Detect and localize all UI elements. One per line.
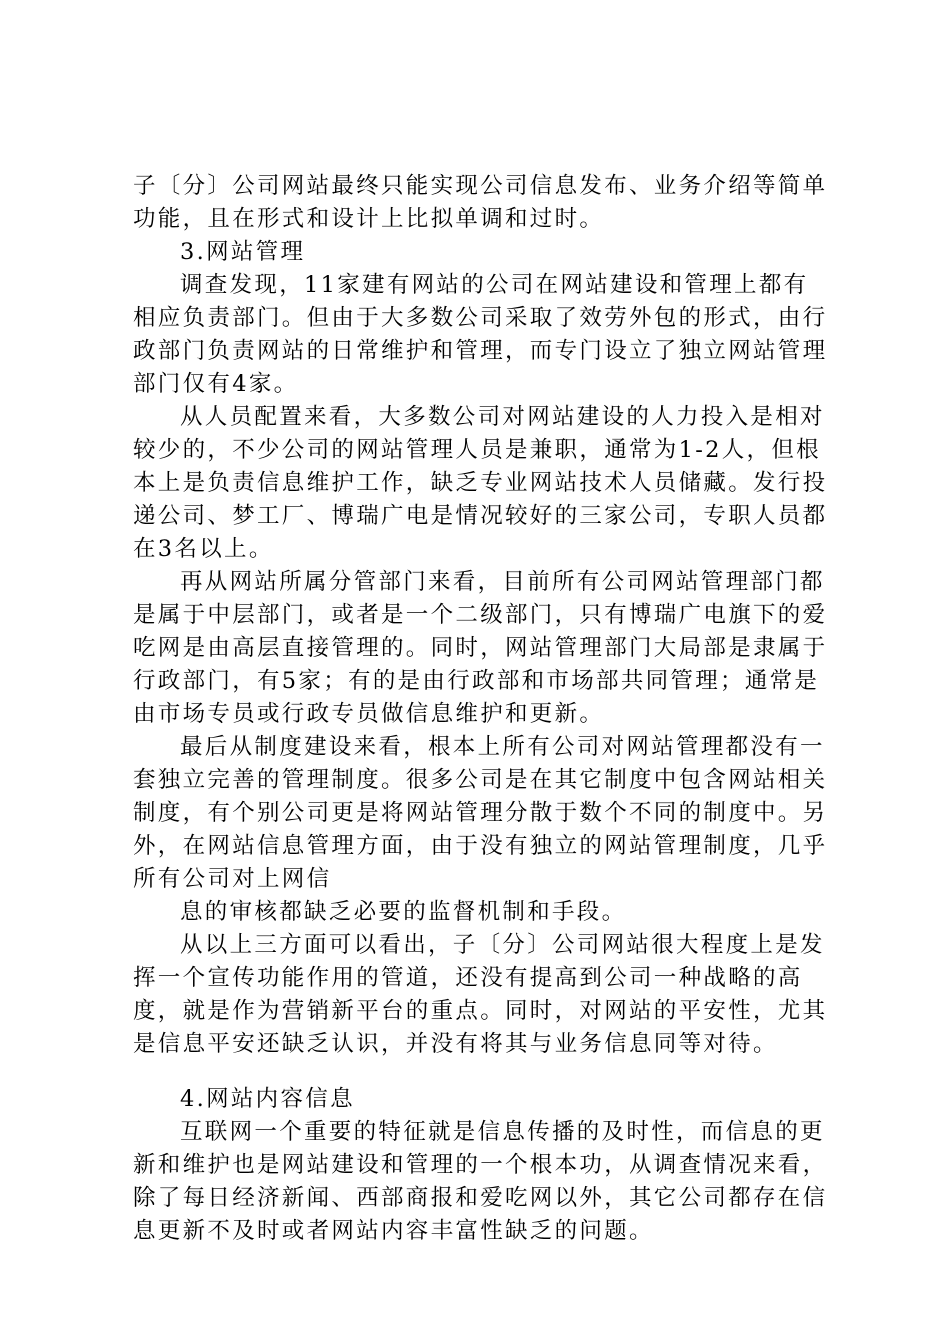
paragraph-departments: 再从网站所属分管部门来看，目前所有公司网站管理部门都是属于中层部门，或者是一个二级部门，只有博瑞广电旗下的爱吃网是由高层直接管理的。同时，网站管理部门大局部是隶属于行政部门，有5家；有的是由行政部和市场部共同管理；通常是由市场专员或行政专员做信息维护和更新。 <box>133 569 828 727</box>
heading-website-content: 4.网站内容信息 <box>180 1086 355 1112</box>
section-gap <box>133 1061 833 1083</box>
paragraph-staffing: 从人员配置来看，大多数公司对网站建设的人力投入是相对较少的，不少公司的网站管理人员是兼职，通常为1-2人，但根本上是负责信息维护工作，缺乏专业网站技术人员储藏。发行投递公司、梦工厂、博瑞广电是情况较好的三家公司，专职人员都在3名以上。 <box>133 404 828 562</box>
paragraph-survey-findings: 调查发现，11家建有网站的公司在网站建设和管理上都有相应负责部门。但由于大多数公司采取了效劳外包的形式，由行政部门负责网站的日常维护和管理，而专门设立了独立网站管理部门仅有4家。 <box>133 272 828 397</box>
document-body <box>133 170 833 1248</box>
heading-website-management: 3.网站管理 <box>180 239 306 265</box>
paragraph-intro-continuation: 子〔分〕公司网站最终只能实现公司信息发布、业务介绍等简单功能，且在形式和设计上比拟单调和过时。 <box>133 173 828 232</box>
paragraph-institution: 最后从制度建设来看，根本上所有公司对网站管理都没有一套独立完善的管理制度。很多公司是在其它制度中包含网站相关制度，有个别公司更是将网站管理分散于数个不同的制度中。另外，在网站信息管理方面，由于没有独立的网站管理制度，几乎所有公司对上网信 <box>133 734 828 892</box>
paragraph-content-timeliness: 互联网一个重要的特征就是信息传播的及时性，而信息的更新和维护也是网站建设和管理的一个根本功，从调查情况来看，除了每日经济新闻、西部商报和爱吃网以外，其它公司都存在信息更新不及时或者网站内容丰富性缺乏的问题。 <box>133 1119 828 1244</box>
paragraph-summary: 从以上三方面可以看出，子〔分〕公司网站很大程度上是发挥一个宣传功能作用的管道，还没有提高到公司一种战略的高度，就是作为营销新平台的重点。同时，对网站的平安性，尤其是信息平安还缺乏认识，并没有将其与业务信息同等对待。 <box>133 932 828 1057</box>
paragraph-review-mechanism: 息的审核都缺乏必要的监督机制和手段。 <box>180 899 627 925</box>
